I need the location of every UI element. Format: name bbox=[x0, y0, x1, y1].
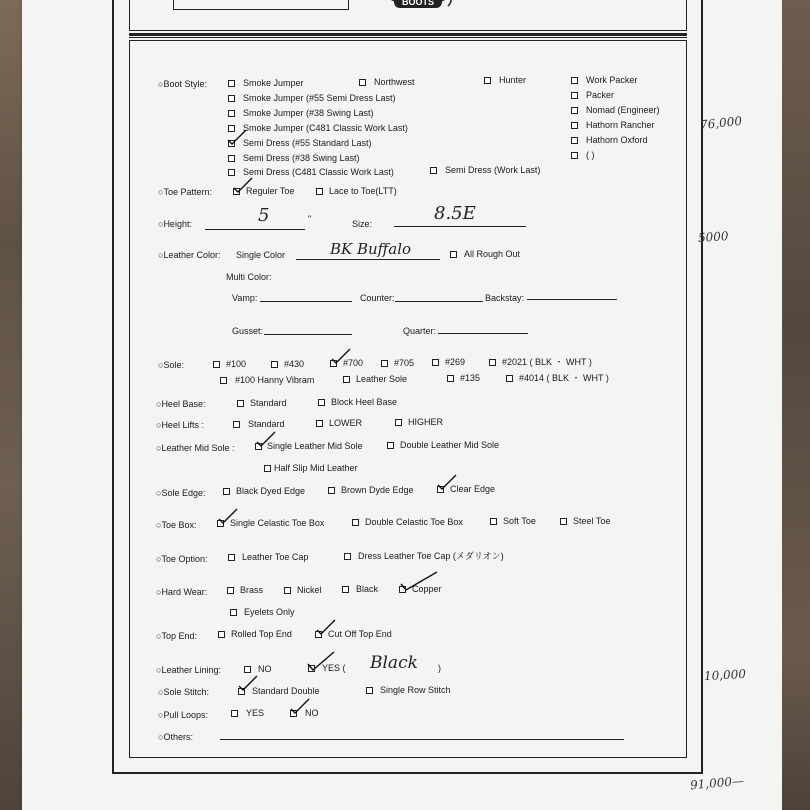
checkbox[interactable] bbox=[571, 92, 578, 99]
price-note: 5000 bbox=[697, 228, 729, 246]
option-label: #135 bbox=[460, 373, 481, 383]
option-label: Reguler Toe bbox=[246, 186, 295, 196]
height-line bbox=[205, 229, 305, 230]
leather-lining-label: ○Leather Lining: bbox=[156, 665, 221, 675]
option-label: Rolled Top End bbox=[231, 629, 292, 639]
checkbox[interactable] bbox=[366, 687, 373, 694]
hard-wear-label: ○Hard Wear: bbox=[156, 587, 208, 597]
option-label: Black bbox=[356, 584, 379, 594]
option-label: Double Celastic Toe Box bbox=[365, 517, 463, 527]
checkbox[interactable] bbox=[506, 375, 513, 382]
option-label: Copper bbox=[412, 584, 442, 594]
option-label: Brown Dyde Edge bbox=[341, 485, 414, 495]
option-label: Hunter bbox=[499, 75, 527, 85]
option-label: #269 bbox=[445, 357, 466, 367]
option-label: Semi Dress (#38 Swing Last) bbox=[243, 153, 360, 163]
option-label: Packer bbox=[586, 90, 615, 100]
option-label: Northwest bbox=[374, 77, 415, 87]
checkbox[interactable] bbox=[490, 518, 497, 525]
option-label: Single Row Stitch bbox=[380, 685, 451, 695]
multi-color-label: Multi Color: bbox=[226, 272, 272, 282]
option-label: Cut Off Top End bbox=[328, 629, 392, 639]
option-label: Standard bbox=[250, 398, 287, 408]
option-label: Leather Sole bbox=[356, 374, 408, 384]
checkbox[interactable] bbox=[489, 359, 496, 366]
option-label: Hathorn Oxford bbox=[586, 135, 648, 145]
checkbox[interactable] bbox=[571, 122, 578, 129]
option-label: Semi Dress (#55 Standard Last) bbox=[243, 138, 372, 148]
size-value: 8.5E bbox=[434, 203, 476, 224]
single-color-value: BK Buffalo bbox=[330, 240, 412, 258]
toe-box-label: ○Toe Box: bbox=[156, 520, 197, 530]
option-label: Nomad (Engineer) bbox=[586, 105, 660, 115]
option-label: Lace to Toe(LTT) bbox=[329, 186, 397, 196]
option-label: Semi Dress (Work Last) bbox=[445, 165, 541, 175]
checkbox[interactable] bbox=[271, 361, 278, 368]
sole-stitch-label: ○Sole Stitch: bbox=[158, 687, 209, 697]
checkbox[interactable] bbox=[352, 519, 359, 526]
checkbox[interactable] bbox=[395, 419, 402, 426]
price-note: 76,000 bbox=[699, 113, 743, 133]
checkbox[interactable] bbox=[244, 666, 251, 673]
counter-line bbox=[395, 301, 483, 302]
option-label: Smoke Jumper bbox=[243, 78, 304, 88]
checkbox[interactable] bbox=[342, 586, 349, 593]
height-label: ○Height: bbox=[158, 219, 192, 229]
others-label: ○Others: bbox=[158, 732, 193, 742]
toe-option-label: ○Toe Option: bbox=[156, 554, 208, 564]
checkbox[interactable] bbox=[571, 107, 578, 114]
checkbox[interactable] bbox=[387, 442, 394, 449]
vamp-line bbox=[260, 301, 352, 302]
option-label: All Rough Out bbox=[464, 249, 521, 259]
checkbox[interactable] bbox=[318, 399, 325, 406]
checkbox[interactable] bbox=[228, 110, 235, 117]
leather-color-label: ○Leather Color: bbox=[158, 250, 221, 260]
option-label: Semi Dress (C481 Classic Work Last) bbox=[243, 167, 394, 177]
checkbox[interactable] bbox=[228, 169, 235, 176]
option-label: Nickel bbox=[297, 585, 322, 595]
vamp-label: Vamp: bbox=[232, 293, 258, 303]
option-label: Smoke Jumper (#38 Swing Last) bbox=[243, 108, 374, 118]
lining-color-value: Black bbox=[370, 653, 418, 673]
gusset-label: Gusset: bbox=[232, 326, 264, 336]
checkbox[interactable] bbox=[218, 631, 225, 638]
checkbox[interactable] bbox=[233, 421, 240, 428]
quarter-line bbox=[438, 333, 528, 334]
checkbox[interactable] bbox=[328, 487, 335, 494]
checkbox[interactable] bbox=[450, 251, 457, 258]
price-note: 91,000— bbox=[689, 773, 745, 793]
brand-logo bbox=[378, 0, 458, 16]
single-color-label: Single Color bbox=[236, 250, 286, 260]
checkbox[interactable] bbox=[484, 77, 491, 84]
checkbox[interactable] bbox=[359, 79, 366, 86]
option-label: #700 bbox=[343, 358, 364, 368]
checkbox[interactable] bbox=[228, 554, 235, 561]
option-label: ( ) bbox=[586, 150, 595, 160]
checkbox[interactable] bbox=[571, 77, 578, 84]
checkbox[interactable] bbox=[447, 375, 454, 382]
option-label: #705 bbox=[394, 358, 415, 368]
option-label: #100 bbox=[226, 359, 247, 369]
checkbox[interactable] bbox=[220, 377, 227, 384]
checkbox[interactable] bbox=[223, 488, 230, 495]
option-label: Black Dyed Edge bbox=[236, 486, 306, 496]
option-label: Smoke Jumper (#55 Semi Dress Last) bbox=[243, 93, 396, 103]
checkbox[interactable] bbox=[213, 361, 220, 368]
top-end-label: ○Top End: bbox=[156, 631, 197, 641]
checkbox[interactable] bbox=[284, 587, 291, 594]
backstay-line bbox=[527, 299, 617, 300]
option-label: #430 bbox=[284, 359, 305, 369]
option-label: NO bbox=[258, 664, 272, 674]
toe-pattern-label: ○Toe Pattern: bbox=[158, 187, 212, 197]
option-label: Half Slip Mid Leather bbox=[274, 463, 358, 473]
checkbox[interactable] bbox=[432, 359, 439, 366]
checkbox[interactable] bbox=[227, 587, 234, 594]
option-label: Brass bbox=[240, 585, 264, 595]
option-label: Smoke Jumper (C481 Classic Work Last) bbox=[243, 123, 408, 133]
checkbox[interactable] bbox=[228, 155, 235, 162]
checkbox[interactable] bbox=[316, 420, 323, 427]
option-label: Double Leather Mid Sole bbox=[400, 440, 500, 450]
size-line bbox=[394, 226, 526, 227]
checkbox[interactable] bbox=[228, 95, 235, 102]
option-label: Single Celastic Toe Box bbox=[230, 518, 325, 528]
sole-label: ○Sole: bbox=[158, 360, 184, 370]
price-note: 10,000 bbox=[703, 666, 747, 684]
counter-label: Counter: bbox=[360, 293, 395, 303]
option-label: Eyelets Only bbox=[244, 607, 295, 617]
option-label: Soft Toe bbox=[503, 516, 536, 526]
checkbox[interactable] bbox=[316, 188, 323, 195]
option-label: Leather Toe Cap bbox=[242, 552, 309, 562]
gusset-line bbox=[264, 334, 352, 335]
option-label: NO bbox=[305, 708, 319, 718]
form-body-panel bbox=[129, 40, 687, 758]
checkbox[interactable] bbox=[560, 518, 567, 525]
option-label: Work Packer bbox=[586, 75, 638, 85]
checkbox[interactable] bbox=[343, 376, 350, 383]
option-label: #100 Hanny Vibram bbox=[235, 375, 315, 385]
option-label-close: ) bbox=[438, 663, 441, 673]
checkbox[interactable] bbox=[237, 400, 244, 407]
checkbox[interactable] bbox=[228, 80, 235, 87]
checkbox[interactable] bbox=[571, 137, 578, 144]
others-line bbox=[220, 739, 624, 740]
backstay-label: Backstay: bbox=[485, 293, 525, 303]
checkbox[interactable] bbox=[231, 710, 238, 717]
option-label: #2021 ( BLK ・ WHT ) bbox=[502, 357, 592, 367]
sole-edge-label: ○Sole Edge: bbox=[156, 488, 206, 498]
option-label: Clear Edge bbox=[450, 484, 496, 494]
heel-base-label: ○Heel Base: bbox=[156, 399, 206, 409]
brand-logo-text: BOOTS bbox=[401, 0, 435, 7]
wood-table-left bbox=[0, 0, 22, 810]
checkbox[interactable] bbox=[430, 167, 437, 174]
option-label: Standard bbox=[248, 419, 285, 429]
option-label: Hathorn Rancher bbox=[586, 120, 655, 130]
boot-style-label: ○Boot Style: bbox=[158, 79, 207, 89]
option-label: Steel Toe bbox=[573, 516, 611, 526]
leather-mid-sole-label: ○Leather Mid Sole : bbox=[156, 443, 235, 453]
option-label: Block Heel Base bbox=[331, 397, 398, 407]
option-label: HIGHER bbox=[408, 417, 444, 427]
heel-lifts-label: ○Heel Lifts : bbox=[156, 420, 204, 430]
header-rule bbox=[129, 33, 687, 36]
checkbox[interactable] bbox=[230, 609, 237, 616]
option-label: LOWER bbox=[329, 418, 363, 428]
option-label: #4014 ( BLK ・ WHT ) bbox=[519, 373, 609, 383]
option-label: Standard Double bbox=[252, 686, 320, 696]
checkbox[interactable] bbox=[381, 360, 388, 367]
quarter-label: Quarter: bbox=[403, 326, 437, 336]
size-label: Size: bbox=[352, 219, 373, 229]
form-name-box bbox=[173, 0, 349, 10]
header-rule-thin bbox=[129, 37, 687, 38]
option-label: Dress Leather Toe Cap (メダリオン) bbox=[358, 551, 504, 561]
wood-table-right bbox=[782, 0, 810, 810]
option-label: YES ( bbox=[322, 663, 346, 673]
height-unit: " bbox=[308, 214, 312, 224]
single-color-line bbox=[296, 259, 440, 260]
option-label: Single Leather Mid Sole bbox=[267, 441, 363, 451]
option-label: YES bbox=[246, 708, 265, 718]
height-value: 5 bbox=[258, 205, 270, 226]
checkbox[interactable] bbox=[344, 553, 351, 560]
checkbox[interactable] bbox=[264, 465, 271, 472]
checkbox[interactable] bbox=[571, 152, 578, 159]
pull-loops-label: ○Pull Loops: bbox=[158, 710, 208, 720]
